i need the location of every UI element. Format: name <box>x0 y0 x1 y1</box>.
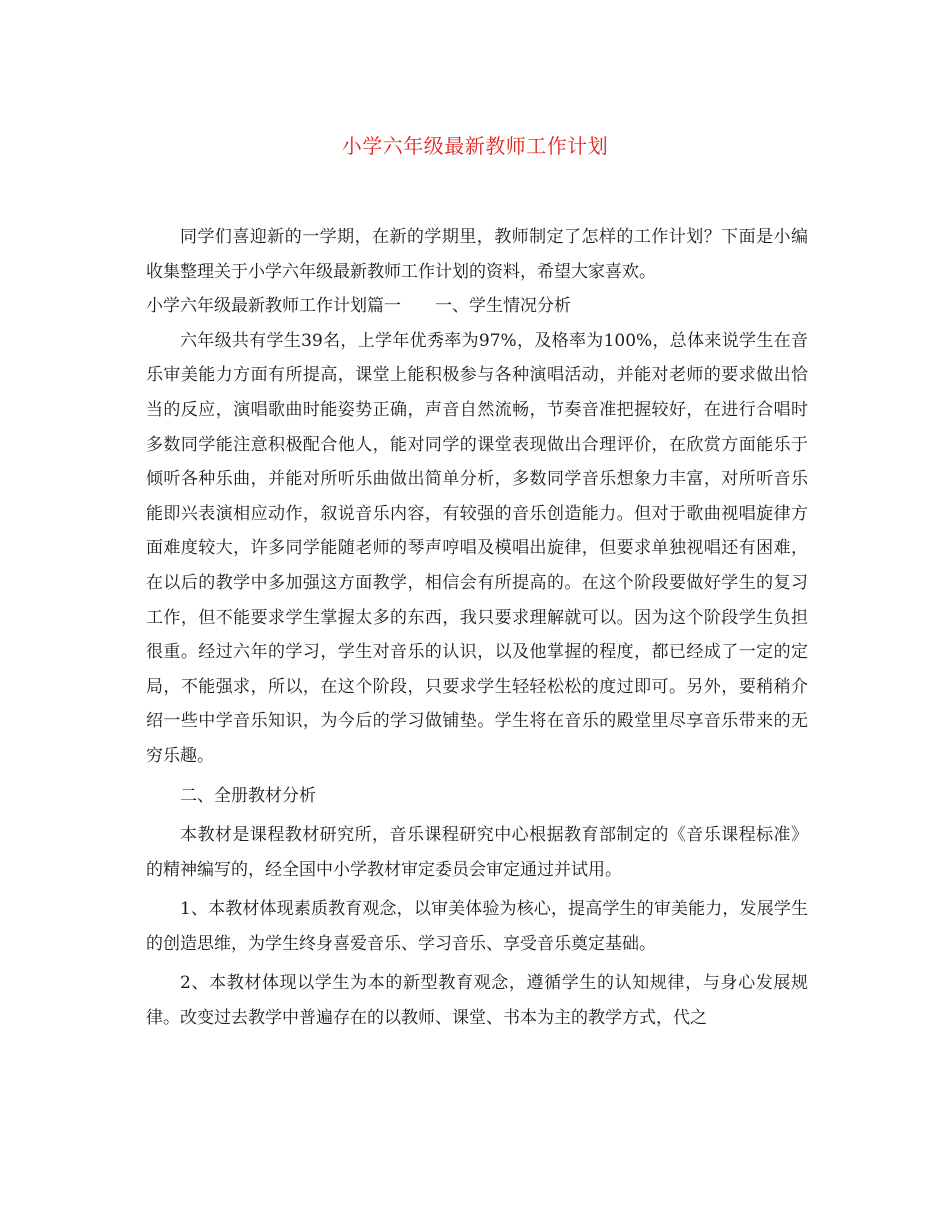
document-title: 小学六年级最新教师工作计划 <box>341 134 609 158</box>
textbook-intro-paragraph: 本教材是课程教材研究所，音乐课程研究中心根据教育部制定的《音乐课程标准》的精神编写的，经全国中小学教材审定委员会审定通过并试用。 <box>146 825 808 880</box>
plan-heading: 小学六年级最新教师工作计划篇一 <box>146 296 401 317</box>
section-heading-line <box>146 289 808 324</box>
student-analysis-paragraph: 六年级共有学生39名，上学年优秀率为97%，及格率为100%，总体来说学生在音乐审美能力方面有所提高，课堂上能积极参与各种演唱活动，并能对老师的要求做出恰当的反应，演唱歌曲时能姿势正确，声音自然流畅，节奏音准把握较好，在进行合唱时多数同学能注意积极配合他人，能对同学的课堂表现做出合理评价，在欣赏方面能乐于倾听各种乐曲，并能对所听乐曲做出简单分析，多数同学音乐想象力丰富，对所听音乐能即兴表演相应动作，叙说音乐内容，有较强的音乐创造能力。但对于歌曲视唱旋律方面难度较大，许多同学能随老师的琴声哼唱及模唱出旋律，但要求单独视唱还有困难，在以后的教学中多加强这方面教学，相信会有所提高的。在这个阶段要做好学生的复习工作，但不能要求学生掌握太多的东西，我只要求理解就可以。因为这个阶段学生负担很重。经过六年的学习，学生对音乐的认识，以及他掌握的程度，都已经成了一定的定局，不能强求，所以，在这个阶段，只要求学生轻轻松松的度过即可。另外，要稍稍介绍一些中学音乐知识，为今后的学习做铺垫。学生将在音乐的殿堂里尽享音乐带来的无穷乐趣。 <box>146 330 808 766</box>
section-heading-1: 一、学生情况分析 <box>435 296 571 317</box>
textbook-point-2: 2、本教材体现以学生为本的新型教育观念，遵循学生的认知规律，与身心发展规律。改变过去教学中普遍存在的以教师、课堂、书本为主的教学方式，代之 <box>146 973 808 1029</box>
textbook-point-1: 1、本教材体现素质教育观念，以审美体验为核心，提高学生的审美能力，发展学生的创造思维，为学生终身喜爱音乐、学习音乐、享受音乐奠定基础。 <box>146 899 808 954</box>
intro-paragraph: 同学们喜迎新的一学期，在新的学期里，教师制定了怎样的工作计划？下面是小编收集整理关于小学六年级最新教师工作计划的资料，希望大家喜欢。 <box>146 227 808 282</box>
document-body <box>146 220 808 1036</box>
section-heading-2: 二、全册教材分析 <box>180 785 316 806</box>
